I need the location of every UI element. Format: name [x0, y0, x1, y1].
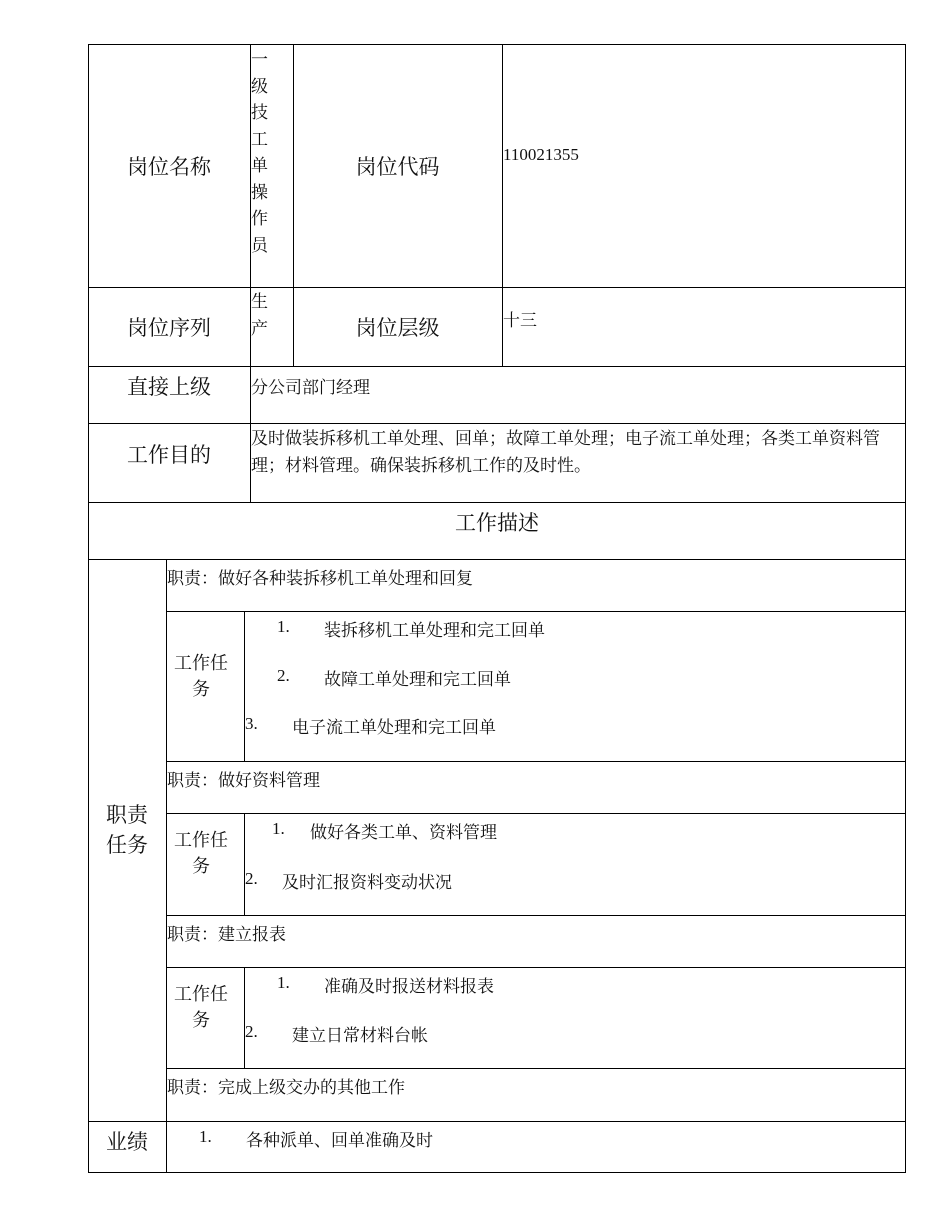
duties-label: 职责任务 [106, 803, 148, 857]
duty-3-task-1-num: 1. [277, 973, 290, 992]
duty-2-task-2: 及时汇报资料变动状况 [282, 873, 452, 892]
duty-1-task-1-num: 1. [277, 617, 290, 636]
duty-1-task-1: 装拆移机工单处理和完工回单 [324, 621, 545, 640]
duty-1: 职责：做好各种装拆移机工单处理和回复 [167, 569, 473, 588]
duty-3-task-2: 建立日常材料台帐 [292, 1026, 428, 1045]
post-level-label: 岗位层级 [355, 315, 440, 340]
post-code-label: 岗位代码 [355, 154, 440, 179]
duty-1-task-2: 故障工单处理和完工回单 [324, 670, 511, 689]
duty-1-tasks-label: 工作任务 [174, 653, 228, 699]
post-code-value: 110021355 [503, 145, 579, 164]
duty-4: 职责：完成上级交办的其他工作 [167, 1078, 405, 1097]
duty-2: 职责：做好资料管理 [167, 771, 320, 790]
duty-3-task-1: 准确及时报送材料报表 [324, 977, 494, 996]
post-level-value: 十三 [503, 311, 537, 330]
superior-value: 分公司部门经理 [251, 378, 370, 397]
post-sequence-value: 生产 [251, 292, 268, 338]
duty-2-task-1: 做好各类工单、资料管理 [310, 823, 497, 842]
duty-3: 职责：建立报表 [167, 925, 286, 944]
duty-3-tasks-label: 工作任务 [174, 984, 228, 1030]
duty-2-task-2-num: 2. [245, 869, 258, 888]
purpose-value: 及时做装拆移机工单处理、回单；故障工单处理；电子流工单处理；各类工单资料管理；材料管理。确保装拆移机工作的及时性。 [251, 429, 880, 475]
post-sequence-label: 岗位序列 [127, 315, 211, 340]
duty-2-tasks-label: 工作任务 [174, 830, 228, 876]
work-description-title: 工作描述 [455, 511, 539, 535]
superior-label: 直接上级 [127, 375, 211, 399]
duty-1-task-2-num: 2. [277, 666, 290, 685]
purpose-label: 工作目的 [127, 443, 211, 467]
post-name-value: 一级技工单操作员 [251, 50, 268, 255]
duty-1-task-3: 电子流工单处理和完工回单 [292, 718, 496, 737]
post-name-label: 岗位名称 [127, 154, 211, 179]
duty-3-task-2-num: 2. [245, 1022, 258, 1041]
duty-2-task-1-num: 1. [272, 819, 285, 838]
performance-label: 业绩 [106, 1130, 148, 1154]
duty-1-task-3-num: 3. [245, 714, 258, 733]
performance-item-1-num: 1. [199, 1127, 212, 1146]
performance-item-1: 各种派单、回单准确及时 [246, 1131, 433, 1150]
